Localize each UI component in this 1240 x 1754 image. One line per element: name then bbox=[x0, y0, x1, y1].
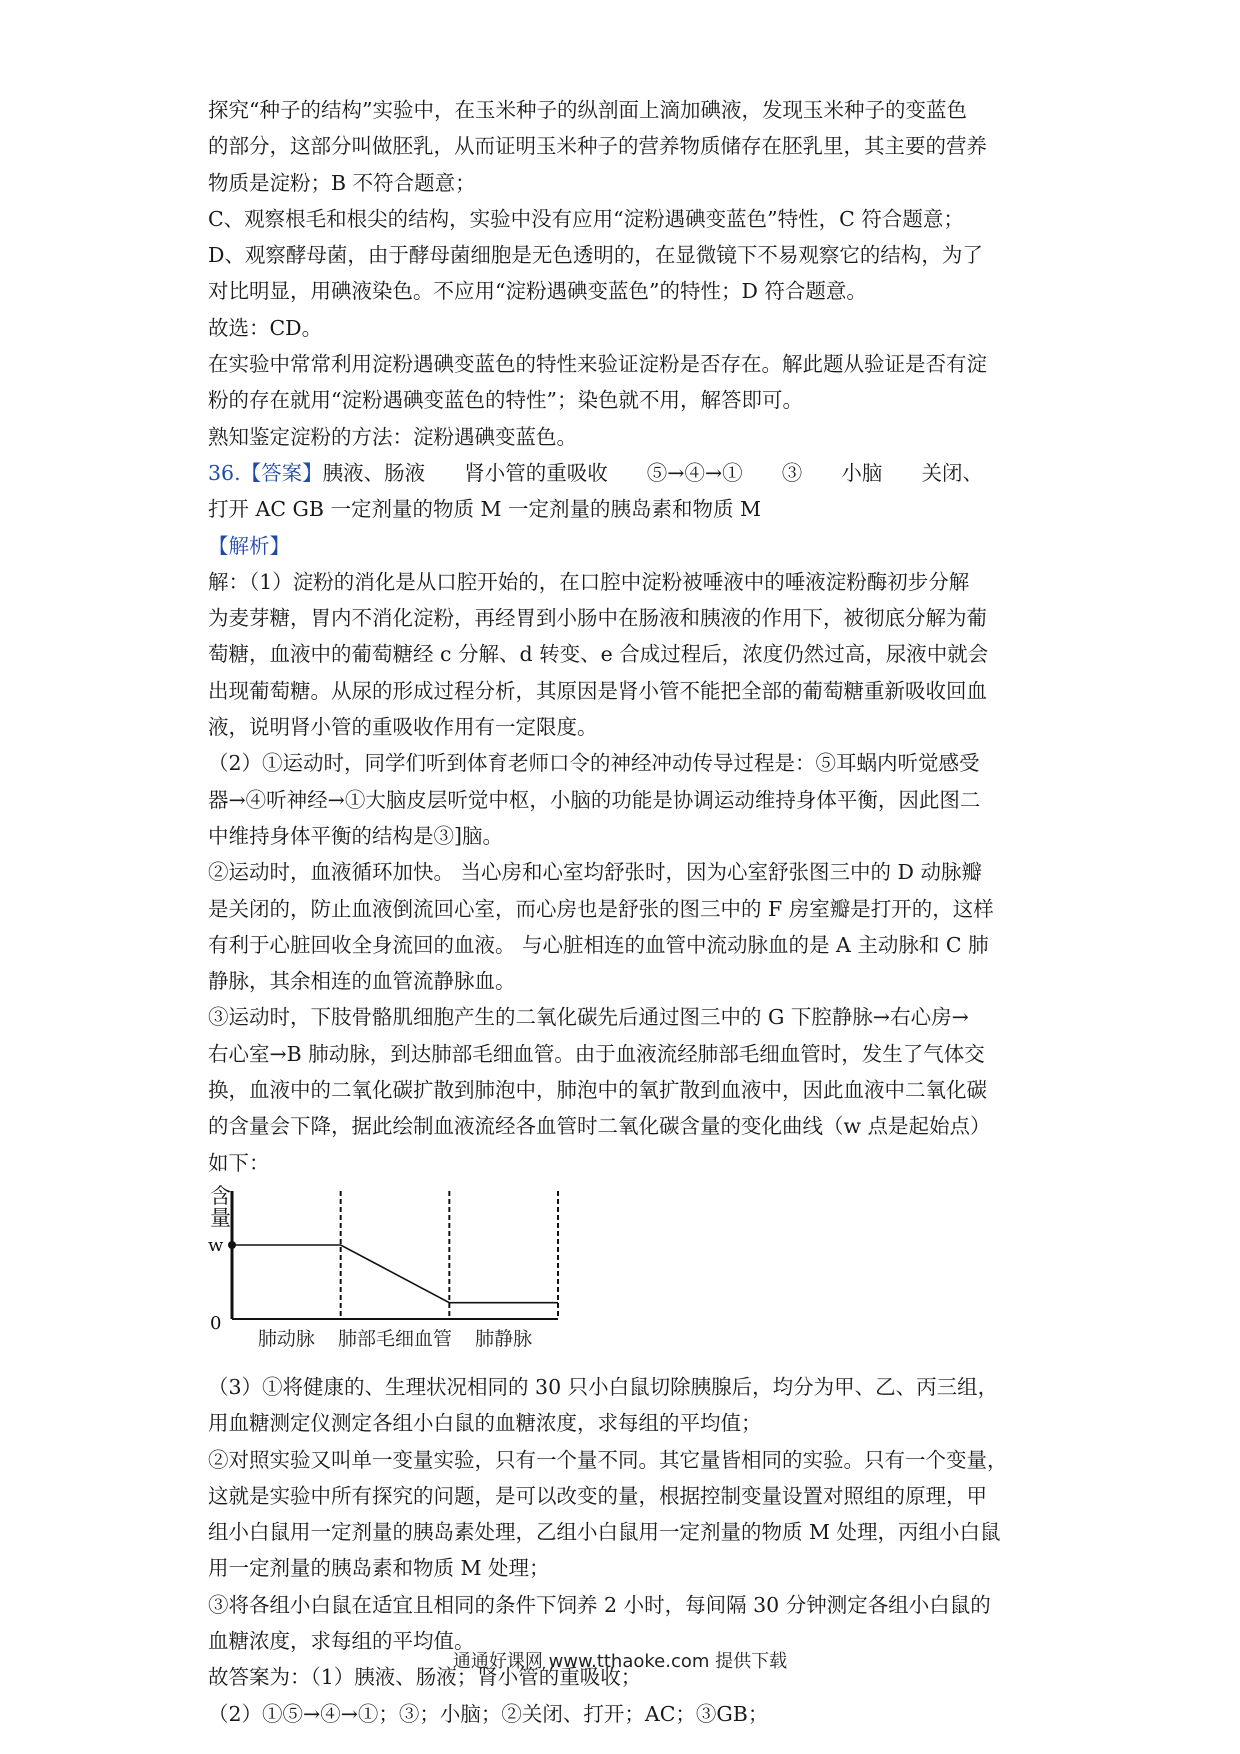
x-category-label: 肺动脉 bbox=[257, 1327, 315, 1350]
start-point-w bbox=[228, 1241, 236, 1249]
analysis-line: 组小白鼠用一定剂量的胰岛素处理，乙组小白鼠用一定剂量的物质 M 处理，丙组小白鼠 bbox=[208, 1520, 1001, 1545]
text-line: 故选：CD。 bbox=[208, 315, 323, 340]
analysis-line: 器→④听神经→①大脑皮层听觉中枢，小脑的功能是协调运动维持身体平衡，因此图二 bbox=[208, 787, 981, 812]
answer-text-1: 胰液、肠液 肾小管的重吸收 ⑤→④→① ③ 小脑 关闭、 bbox=[322, 460, 983, 485]
analysis-tag: 【解析】 bbox=[208, 533, 290, 558]
co2-content-chart bbox=[208, 1185, 628, 1363]
analysis-line: 液，说明肾小管的重吸收作用有一定限度。 bbox=[208, 715, 598, 740]
y-tick-label: 0 bbox=[210, 1312, 222, 1334]
x-category-label: 肺静脉 bbox=[475, 1327, 533, 1350]
analysis-line: 静脉，其余相连的血管流静脉血。 bbox=[208, 969, 516, 994]
analysis-line: 有利于心脏回收全身流回的血液。 与心脏相连的血管中流动脉血的是 A 主动脉和 C 肺 bbox=[208, 932, 989, 957]
analysis-line: 右心室→B 肺动脉，到达肺部毛细血管。由于血液流经肺部毛细血管时，发生了气体交 bbox=[208, 1041, 985, 1066]
analysis-line: （3）①将健康的、生理状况相同的 30 只小白鼠切除胰腺后，均分为甲、乙、丙三组， bbox=[208, 1374, 999, 1399]
answer-explanation-35 bbox=[208, 92, 1044, 455]
analysis-line: 换，血液中的二氧化碳扩散到肺泡中，肺泡中的氧扩散到血液中，因此血液中二氧化碳 bbox=[208, 1078, 987, 1103]
analysis-line: 是关闭的，防止血液倒流回心室，而心房也是舒张的图三中的 F 房室瓣是打开的，这样 bbox=[208, 896, 994, 921]
text-line: 对比明显，用碘液染色。不应用“淀粉遇碘变蓝色”的特性；D 符合题意。 bbox=[208, 279, 867, 304]
y-axis-label: 量 bbox=[210, 1205, 231, 1230]
analysis-line: ②运动时，血液循环加快。 当心房和心室均舒张时，因为心室舒张图三中的 D 动脉瓣 bbox=[208, 860, 982, 885]
chart-svg bbox=[208, 1185, 628, 1363]
text-line: 熟知鉴定淀粉的方法：淀粉遇碘变蓝色。 bbox=[208, 424, 577, 449]
answer-tag: 【答案】 bbox=[240, 460, 323, 485]
analysis-line: 故答案为：（1）胰液、肠液；肾小管的重吸收； bbox=[208, 1665, 642, 1690]
analysis-line: 用血糖测定仪测定各组小白鼠的血糖浓度，求每组的平均值； bbox=[208, 1411, 762, 1436]
analysis-line: 出现葡萄糖。从尿的形成过程分析，其原因是肾小管不能把全部的葡萄糖重新吸收回血 bbox=[208, 678, 987, 703]
analysis-text bbox=[208, 564, 1044, 1181]
text-line: 的部分，这部分叫做胚乳，从而证明玉米种子的营养物质储存在胚乳里，其主要的营养 bbox=[208, 134, 987, 159]
text-line: 在实验中常常利用淀粉遇碘变蓝色的特性来验证淀粉是否存在。解此题从验证是否有淀 bbox=[208, 352, 987, 377]
analysis-line: ③运动时，下肢骨骼肌细胞产生的二氧化碳先后通过图三中的 G 下腔静脉→右心房→ bbox=[208, 1005, 969, 1030]
analysis-line: 血糖浓度，求每组的平均值。 bbox=[208, 1628, 475, 1653]
analysis-text-continued bbox=[208, 1369, 1044, 1732]
answer-line-36-1 bbox=[208, 455, 1044, 491]
y-tick-label: w bbox=[208, 1234, 224, 1256]
text-line: D、观察酵母菌，由于酵母菌细胞是无色透明的，在显微镜下不易观察它的结构，为了 bbox=[208, 243, 983, 268]
y-axis-label: 含 bbox=[210, 1184, 231, 1208]
document-content bbox=[208, 92, 1044, 1732]
analysis-line: 的含量会下降，据此绘制血液流经各血管时二氧化碳含量的变化曲线（w 点是起始点） bbox=[208, 1114, 991, 1139]
analysis-line: 如下： bbox=[208, 1150, 270, 1175]
analysis-line: 为麦芽糖，胃内不消化淀粉，再经胃到小肠中在肠液和胰液的作用下，被彻底分解为葡 bbox=[208, 606, 987, 631]
analysis-line: 中维持身体平衡的结构是③]脑。 bbox=[208, 823, 503, 848]
analysis-line: （2）①⑤→④→①；③；小脑；②关闭、打开；AC；③GB； bbox=[208, 1701, 769, 1726]
question-number: 36. bbox=[208, 460, 241, 485]
text-line: 粉的存在就用“淀粉遇碘变蓝色的特性”；染色就不用，解答即可。 bbox=[208, 388, 803, 413]
text-line: 物质是淀粉；B 不符合题意； bbox=[208, 170, 476, 195]
analysis-line: ②对照实验又叫单一变量实验，只有一个量不同。其它量皆相同的实验。只有一个变量， bbox=[208, 1447, 1008, 1472]
co2-curve bbox=[232, 1245, 558, 1303]
analysis-line: ③将各组小白鼠在适宜且相同的条件下饲养 2 小时，每间隔 30 分钟测定各组小白鼠的 bbox=[208, 1592, 991, 1617]
analysis-line: 用一定剂量的胰岛素和物质 M 处理； bbox=[208, 1556, 550, 1581]
analysis-line: （2）①运动时，同学们听到体育老师口令的神经冲动传导过程是：⑤耳蜗内听觉感受 bbox=[208, 751, 980, 776]
answer-line-36-2: 打开 AC GB 一定剂量的物质 M 一定剂量的胰岛素和物质 M bbox=[208, 497, 762, 522]
text-line: 探究“种子的结构”实验中，在玉米种子的纵剖面上滴加碘液，发现玉米种子的变蓝色 bbox=[208, 98, 967, 122]
x-category-label: 肺部毛细血管 bbox=[337, 1327, 453, 1350]
analysis-line: 萄糖，血液中的葡萄糖经 c 分解、d 转变、e 合成过程后，浓度仍然过高，尿液中就会 bbox=[208, 642, 989, 667]
text-line: C、观察根毛和根尖的结构，实验中没有应用“淀粉遇碘变蓝色”特性，C 符合题意； bbox=[208, 206, 964, 231]
page-footer: 通通好课网 www.tthaoke.com 提供下载 bbox=[452, 1651, 788, 1672]
analysis-line: 这就是实验中所有探究的问题，是可以改变的量，根据控制变量设置对照组的原理，甲 bbox=[208, 1483, 987, 1508]
analysis-line: 解：（1）淀粉的消化是从口腔开始的，在口腔中淀粉被唾液中的唾液淀粉酶初步分解 bbox=[208, 569, 970, 594]
